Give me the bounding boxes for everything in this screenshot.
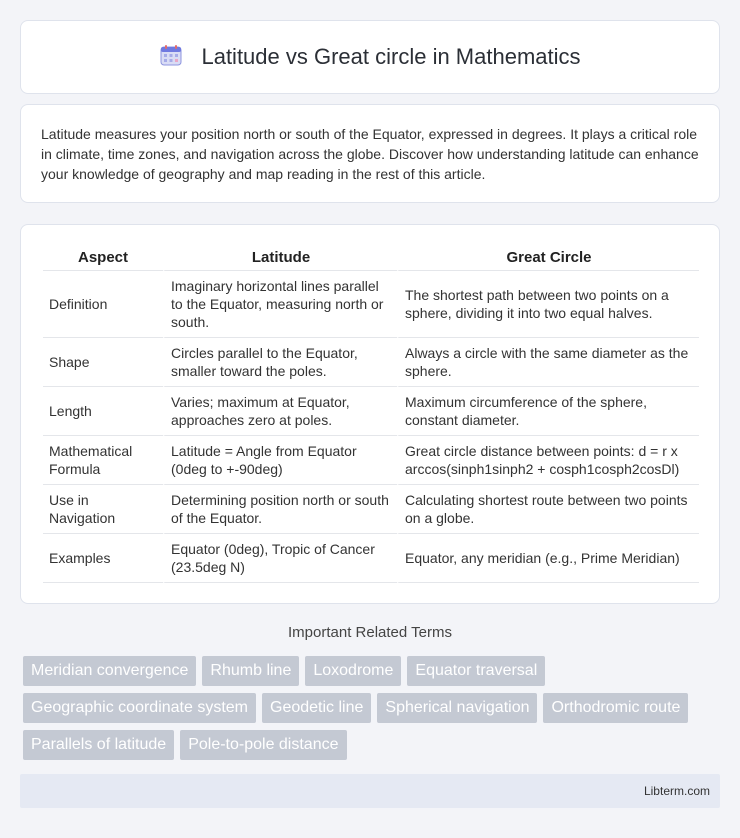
comparison-table-card bbox=[20, 224, 720, 604]
tag-parallels-of-latitude[interactable]: Parallels of latitude bbox=[23, 730, 174, 760]
tag-row bbox=[23, 693, 723, 723]
intro-card bbox=[20, 104, 720, 203]
row-great-circle: The shortest path between two points on a sphere, dividing it into two equal halves. bbox=[397, 271, 699, 338]
row-latitude: Equator (0deg), Tropic of Cancer (23.5deg N) bbox=[163, 534, 397, 583]
tag-row bbox=[23, 656, 723, 686]
tag-loxodrome[interactable]: Loxodrome bbox=[305, 656, 401, 686]
tag-geodetic-line[interactable]: Geodetic line bbox=[262, 693, 371, 723]
tag-orthodromic-route[interactable]: Orthodromic route bbox=[543, 693, 688, 723]
table-row bbox=[43, 338, 699, 387]
table-row bbox=[43, 271, 699, 338]
header-aspect: Aspect bbox=[43, 247, 163, 271]
table-row bbox=[43, 387, 699, 436]
row-latitude: Varies; maximum at Equator, approaches zero at poles. bbox=[163, 387, 397, 436]
footer-site-link[interactable]: Libterm.com bbox=[643, 784, 710, 798]
tag-row bbox=[23, 730, 723, 760]
tag-spherical-navigation[interactable]: Spherical navigation bbox=[377, 693, 537, 723]
intro-text: Latitude measures your position north or south of the Equator, expressed in degrees. It plays a critical role in climate, time zones, and navigation across the globe. Discover how understanding latitude can enhance your knowledge of geography and map reading in the rest of this article. bbox=[41, 126, 699, 182]
row-latitude: Determining position north or south of the Equator. bbox=[163, 485, 397, 534]
table-row bbox=[43, 485, 699, 534]
row-aspect: Definition bbox=[43, 271, 163, 338]
related-terms-tags bbox=[23, 656, 723, 767]
tag-meridian-convergence[interactable]: Meridian convergence bbox=[23, 656, 196, 686]
row-aspect: Use in Navigation bbox=[43, 485, 163, 534]
footer bbox=[20, 774, 720, 808]
row-great-circle: Equator, any meridian (e.g., Prime Meridian) bbox=[397, 534, 699, 583]
row-aspect: Examples bbox=[43, 534, 163, 583]
header-latitude: Latitude bbox=[163, 247, 397, 271]
table-row bbox=[43, 534, 699, 583]
row-latitude: Latitude = Angle from Equator (0deg to +-90deg) bbox=[163, 436, 397, 485]
row-latitude: Circles parallel to the Equator, smaller toward the poles. bbox=[163, 338, 397, 387]
row-great-circle: Always a circle with the same diameter as the sphere. bbox=[397, 338, 699, 387]
calendar-icon bbox=[159, 43, 183, 72]
tag-pole-to-pole-distance[interactable]: Pole-to-pole distance bbox=[180, 730, 346, 760]
row-great-circle: Calculating shortest route between two points on a globe. bbox=[397, 485, 699, 534]
header-great-circle: Great Circle bbox=[397, 247, 699, 271]
title-wrap bbox=[159, 43, 580, 72]
row-aspect: Shape bbox=[43, 338, 163, 387]
row-aspect: Length bbox=[43, 387, 163, 436]
table-row bbox=[43, 436, 699, 485]
row-latitude: Imaginary horizontal lines parallel to the Equator, measuring north or south. bbox=[163, 271, 397, 338]
row-great-circle: Maximum circumference of the sphere, constant diameter. bbox=[397, 387, 699, 436]
row-great-circle: Great circle distance between points: d = r x arccos(sinph1sinph2 + cosph1cosph2cosDl) bbox=[397, 436, 699, 485]
related-terms-title: Important Related Terms bbox=[288, 624, 452, 641]
row-aspect: Mathematical Formula bbox=[43, 436, 163, 485]
header-card bbox=[20, 20, 720, 94]
tag-rhumb-line[interactable]: Rhumb line bbox=[202, 656, 299, 686]
page-title: Latitude vs Great circle in Mathematics bbox=[201, 44, 581, 69]
tag-geographic-coordinate-system[interactable]: Geographic coordinate system bbox=[23, 693, 256, 723]
tag-equator-traversal[interactable]: Equator traversal bbox=[407, 656, 545, 686]
comparison-table bbox=[43, 247, 699, 583]
table-header-row bbox=[43, 247, 699, 271]
